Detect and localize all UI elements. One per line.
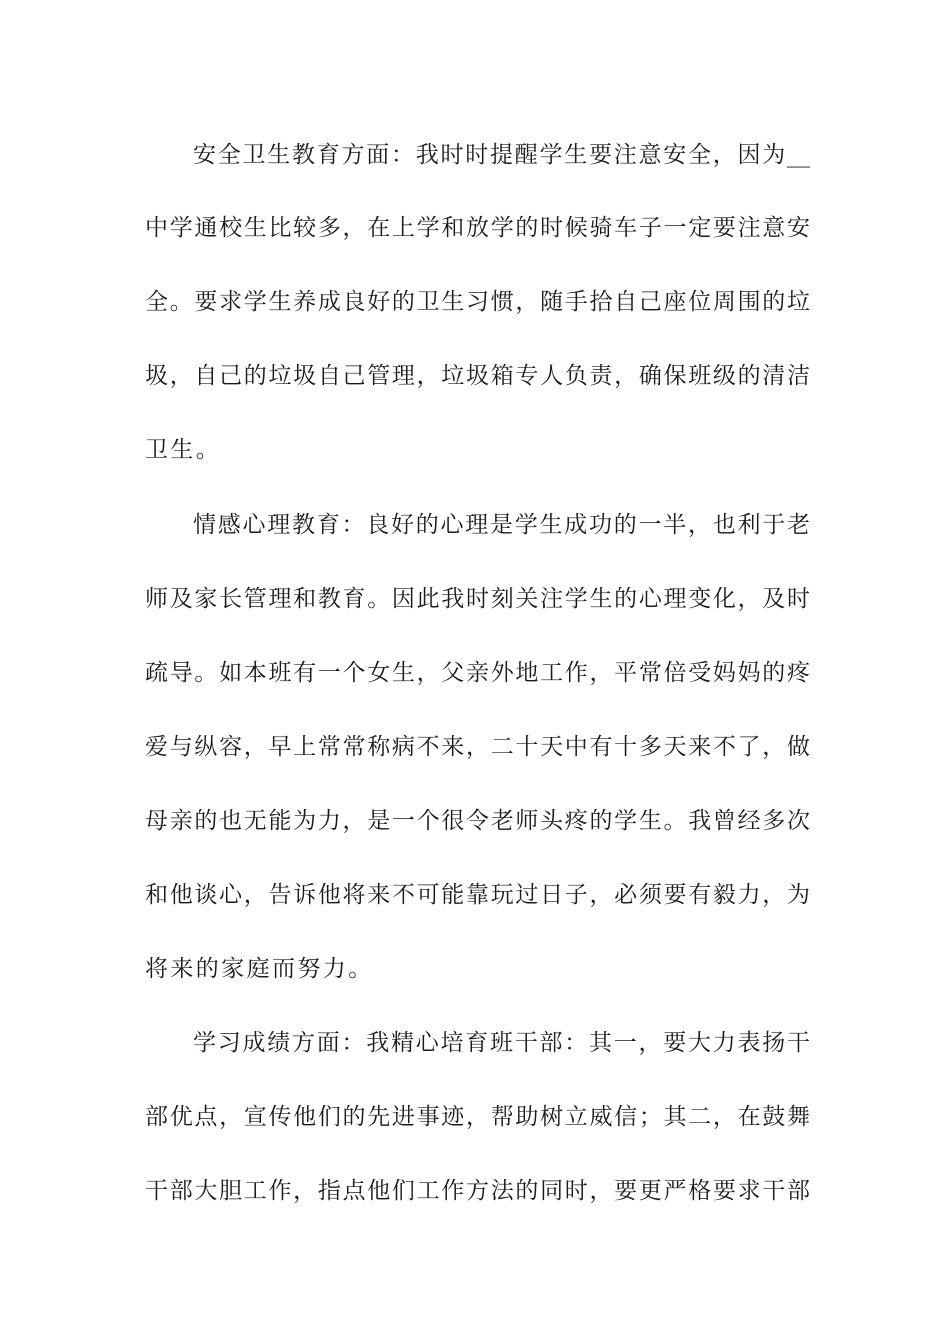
paragraph-2-line-3: 疏导。如本班有一个女生，父亲外地工作，平常倍受妈妈的疼 <box>145 660 810 686</box>
paragraph-2-line-1: 情感心理教育：良好的心理是学生成功的一半，也利于老 <box>193 512 810 538</box>
paragraph-2-line-2: 师及家长管理和教育。因此我时刻关注学生的心理变化，及时 <box>145 586 810 612</box>
paragraph-1-line-1: 安全卫生教育方面：我时时提醒学生要注意安全，因为__ <box>193 142 810 168</box>
paragraph-3-line-2: 部优点，宣传他们的先进事迹，帮助树立威信；其二，在鼓舞 <box>145 1104 810 1130</box>
paragraph-1-line-4: 圾，自己的垃圾自己管理，垃圾箱专人负责，确保班级的清洁 <box>145 363 810 389</box>
paragraph-1-line-5: 卫生。 <box>145 437 222 463</box>
paragraph-2-line-6: 和他谈心，告诉他将来不可能靠玩过日子，必须要有毅力，为 <box>145 882 810 908</box>
paragraph-3-line-1: 学习成绩方面：我精心培育班干部：其一，要大力表扬干 <box>193 1030 810 1056</box>
paragraph-3-line-3: 干部大胆工作，指点他们工作方法的同时，要更严格要求干部 <box>145 1178 810 1204</box>
paragraph-1-line-2: 中学通校生比较多，在上学和放学的时候骑车子一定要注意安 <box>145 215 810 241</box>
paragraph-2-line-4: 爱与纵容，早上常常称病不来，二十天中有十多天来不了，做 <box>145 734 810 760</box>
paragraph-1-line-3: 全。要求学生养成良好的卫生习惯，随手拾自己座位周围的垃 <box>145 289 810 315</box>
paragraph-2-line-5: 母亲的也无能为力，是一个很令老师头疼的学生。我曾经多次 <box>145 808 810 834</box>
paragraph-2-line-7: 将来的家庭而努力。 <box>145 956 374 982</box>
